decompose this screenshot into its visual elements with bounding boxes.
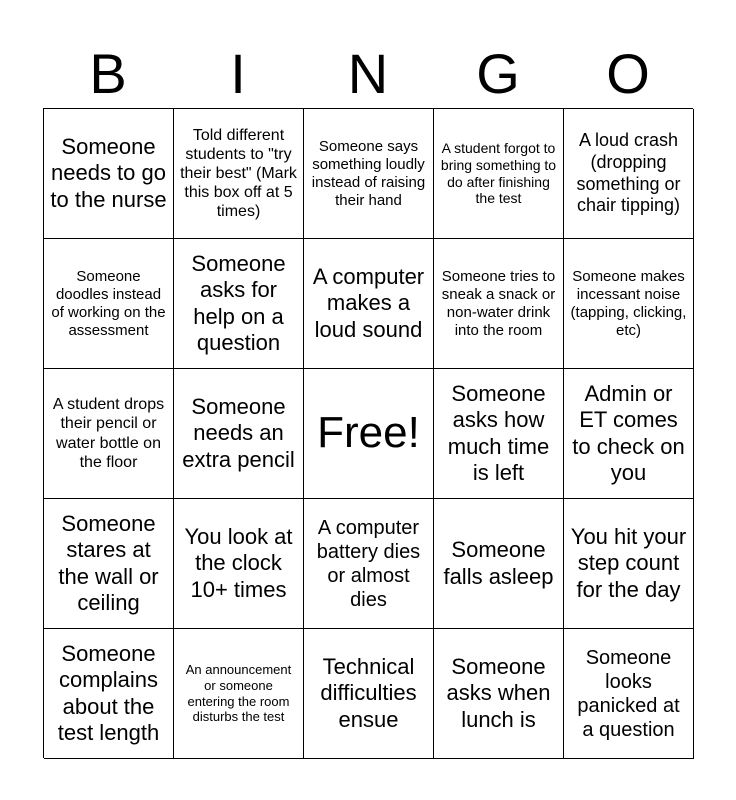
bingo-cell[interactable] — [434, 109, 564, 239]
header-letter-n: N — [347, 42, 389, 105]
cell-text: Someone doodles instead of working on the assessment — [51, 267, 166, 339]
cell-text: Someone says something loudly instead of raising their hand — [311, 137, 426, 209]
bingo-cell[interactable] — [174, 369, 304, 499]
cell-text: Told different students to "try their best" (Mark this box off at 5 times) — [180, 126, 297, 221]
bingo-cell[interactable] — [44, 499, 174, 629]
cell-text: An announcement or someone entering the room disturbs the test — [185, 662, 292, 725]
cell-text: Someone stares at the wall or ceiling — [58, 510, 159, 615]
bingo-cell[interactable] — [564, 109, 694, 239]
cell-text: Someone asks when lunch is — [446, 653, 551, 732]
cell-text: Someone needs to go to the nurse — [50, 133, 167, 212]
bingo-cell[interactable] — [434, 499, 564, 629]
bingo-cell[interactable] — [304, 499, 434, 629]
bingo-cell[interactable] — [174, 109, 304, 239]
bingo-cell[interactable] — [564, 239, 694, 369]
free-space-text: Free! — [317, 408, 420, 458]
bingo-cell[interactable] — [434, 369, 564, 499]
cell-text: Someone asks for help on a question — [191, 250, 286, 355]
bingo-cell[interactable] — [564, 629, 694, 759]
bingo-cell[interactable] — [44, 369, 174, 499]
cell-text: A computer makes a loud sound — [312, 263, 425, 342]
cell-text: Technical difficulties ensue — [320, 653, 417, 732]
bingo-cell[interactable] — [304, 239, 434, 369]
cell-text: Someone needs an extra pencil — [182, 393, 295, 472]
bingo-board — [43, 108, 693, 758]
cell-text: Someone falls asleep — [443, 537, 554, 589]
bingo-header — [43, 40, 693, 108]
cell-text: A student drops their pencil or water bottle on the floor — [52, 396, 165, 471]
bingo-cell[interactable] — [174, 499, 304, 629]
cell-text: You hit your step count for the day — [570, 523, 687, 602]
bingo-cell[interactable] — [434, 629, 564, 759]
cell-text: Someone complains about the test length — [57, 640, 160, 745]
cell-text: You look at the clock 10+ times — [184, 523, 293, 602]
cell-text: Admin or ET comes to check on you — [572, 380, 685, 485]
cell-text: Someone tries to sneak a snack or non-water drink into the room — [441, 267, 556, 339]
cell-text: Someone asks how much time is left — [447, 380, 550, 485]
bingo-cell[interactable] — [44, 629, 174, 759]
bingo-cell[interactable] — [564, 369, 694, 499]
bingo-cell[interactable] — [174, 239, 304, 369]
cell-text: Someone makes incessant noise (tapping, clicking, etc) — [570, 267, 687, 339]
cell-text: Someone looks panicked at a question — [577, 646, 680, 741]
bingo-cell[interactable] — [304, 629, 434, 759]
cell-text: A computer battery dies or almost dies — [316, 516, 421, 611]
bingo-cell[interactable] — [564, 499, 694, 629]
bingo-cell[interactable] — [44, 109, 174, 239]
header-letter-o: O — [606, 42, 650, 105]
cell-text: A loud crash (dropping something or chair tipping) — [576, 130, 681, 216]
free-space[interactable] — [304, 369, 434, 499]
header-letter-i: I — [230, 42, 246, 105]
header-letter-g: G — [476, 42, 520, 105]
bingo-cell[interactable] — [44, 239, 174, 369]
header-letter-b: B — [89, 42, 127, 105]
bingo-cell[interactable] — [174, 629, 304, 759]
bingo-cell[interactable] — [434, 239, 564, 369]
bingo-cell[interactable] — [304, 109, 434, 239]
cell-text: A student forgot to bring something to do after finishing the test — [440, 139, 557, 207]
